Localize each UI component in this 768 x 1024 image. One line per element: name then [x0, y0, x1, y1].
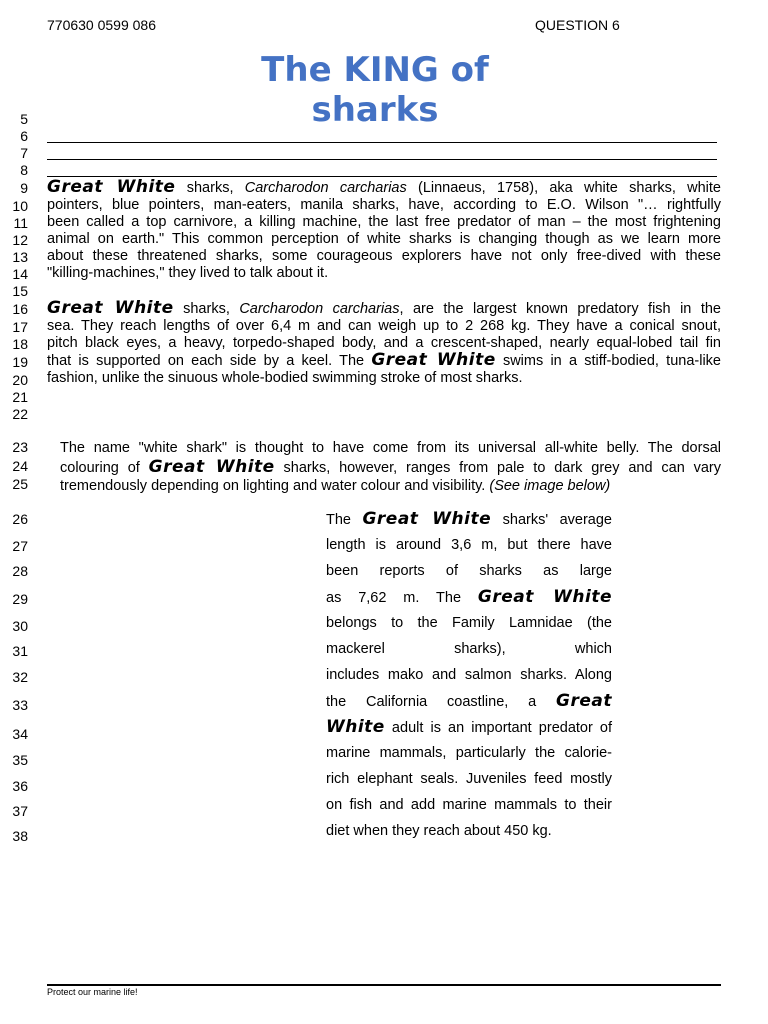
paragraph-name-origin: The name "white shark" is thought to have come from its universal all-white belly. The dorsal colouring of Great White sharks, however, ranges from pale to dark grey and can vary tremendously depending on lighting and water colour and visibility. (See image below) — [60, 440, 721, 494]
question-number: QUESTION 6 — [535, 17, 620, 33]
great-white-term: Great White — [47, 177, 176, 197]
line-number: 31 — [12, 643, 28, 659]
line-number: 36 — [12, 778, 28, 794]
paragraph-column: The Great White sharks' average length is around 3,6 m, but there have been reports of sharks as large as 7,62 m. The Great White belongs to the Family Lamnidae (the mackerel sharks), which includes mako and salmon sharks. Along the California coastline, a Great White adult is an important predator of marine mammals, particularly the calorie- rich elephant seals. Juveniles feed mostly on fish and add marine mammals to their diet when they reach about 450 kg. — [326, 509, 612, 839]
footer-divider — [47, 984, 721, 986]
line-number: 24 — [12, 458, 28, 474]
line-number: 11 — [13, 215, 28, 231]
line-number: 27 — [12, 538, 28, 554]
line-number: 37 — [12, 803, 28, 819]
line-number: 10 — [12, 198, 28, 214]
line-number: 29 — [12, 591, 28, 607]
great-white-term: Great White — [47, 298, 174, 318]
answer-line — [47, 142, 717, 143]
line-number: 5 — [20, 111, 28, 127]
scientific-name: Carcharodon carcharias — [244, 180, 407, 196]
line-number: 12 — [12, 232, 28, 248]
line-number: 20 — [12, 372, 28, 388]
line-number: 19 — [12, 354, 28, 370]
line-number: 14 — [12, 266, 28, 282]
paragraph-description: Great White sharks, Carcharodon carcharias, are the largest known predatory fish in the sea. They reach lengths of over 6,4 m and can weigh up to 2 268 kg. They have a conical snout, pitch black eyes, a heavy, torpedo-shaped body, and a crescent-shaped, nearly equal-lobed tail fin that is supported on each side by a keel. The Great White swims in a stiff-bodied, tuna-like fashion, unlike the sinuous whole-bodied swimming stroke of most sharks. — [47, 298, 721, 386]
great-white-term: Great White — [371, 350, 496, 370]
answer-line — [47, 159, 717, 160]
line-number: 25 — [12, 476, 28, 492]
line-number: 7 — [20, 145, 28, 161]
scientific-name: Carcharodon carcharias — [239, 301, 400, 317]
paragraph-intro: Great White sharks, Carcharodon carcharias (Linnaeus, 1758), aka white sharks, white pointers, blue pointers, man-eaters, manila sharks, have, according to E.O. Wilson "… rightfully been called a top carnivore, a killing machine, the last free predator of man – the most frightening animal on earth." This common perception of white sharks is changing though as we learn more about these threatened sharks, some courageous explorers have not only free-dived with these "killing-machines," they lived to talk about it. — [47, 177, 721, 281]
line-number: 26 — [12, 511, 28, 527]
great-white-term: Great White — [362, 509, 492, 529]
line-number: 6 — [20, 128, 28, 144]
line-number: 8 — [20, 162, 28, 178]
line-number: 15 — [12, 283, 28, 299]
line-number: 18 — [12, 336, 28, 352]
line-number: 17 — [12, 319, 28, 335]
line-number: 21 — [12, 389, 28, 405]
line-number: 9 — [20, 180, 28, 196]
great-white-term: White — [326, 717, 385, 737]
line-number: 13 — [12, 249, 28, 265]
page-title: The KING of sharks — [261, 50, 489, 130]
line-number: 35 — [12, 752, 28, 768]
great-white-term: Great — [556, 691, 612, 711]
line-number: 28 — [12, 563, 28, 579]
line-number: 32 — [12, 669, 28, 685]
footer-text: Protect our marine life! — [47, 987, 138, 997]
line-number: 23 — [12, 439, 28, 455]
line-number: 22 — [12, 406, 28, 422]
line-number: 33 — [12, 697, 28, 713]
great-white-term: Great White — [148, 456, 275, 477]
line-number: 30 — [12, 618, 28, 634]
line-number: 16 — [12, 301, 28, 317]
document-code: 770630 0599 086 — [47, 17, 156, 33]
line-number: 34 — [12, 726, 28, 742]
see-image-note: (See image below) — [489, 478, 611, 494]
line-number: 38 — [12, 828, 28, 844]
great-white-term: Great White — [477, 587, 612, 607]
